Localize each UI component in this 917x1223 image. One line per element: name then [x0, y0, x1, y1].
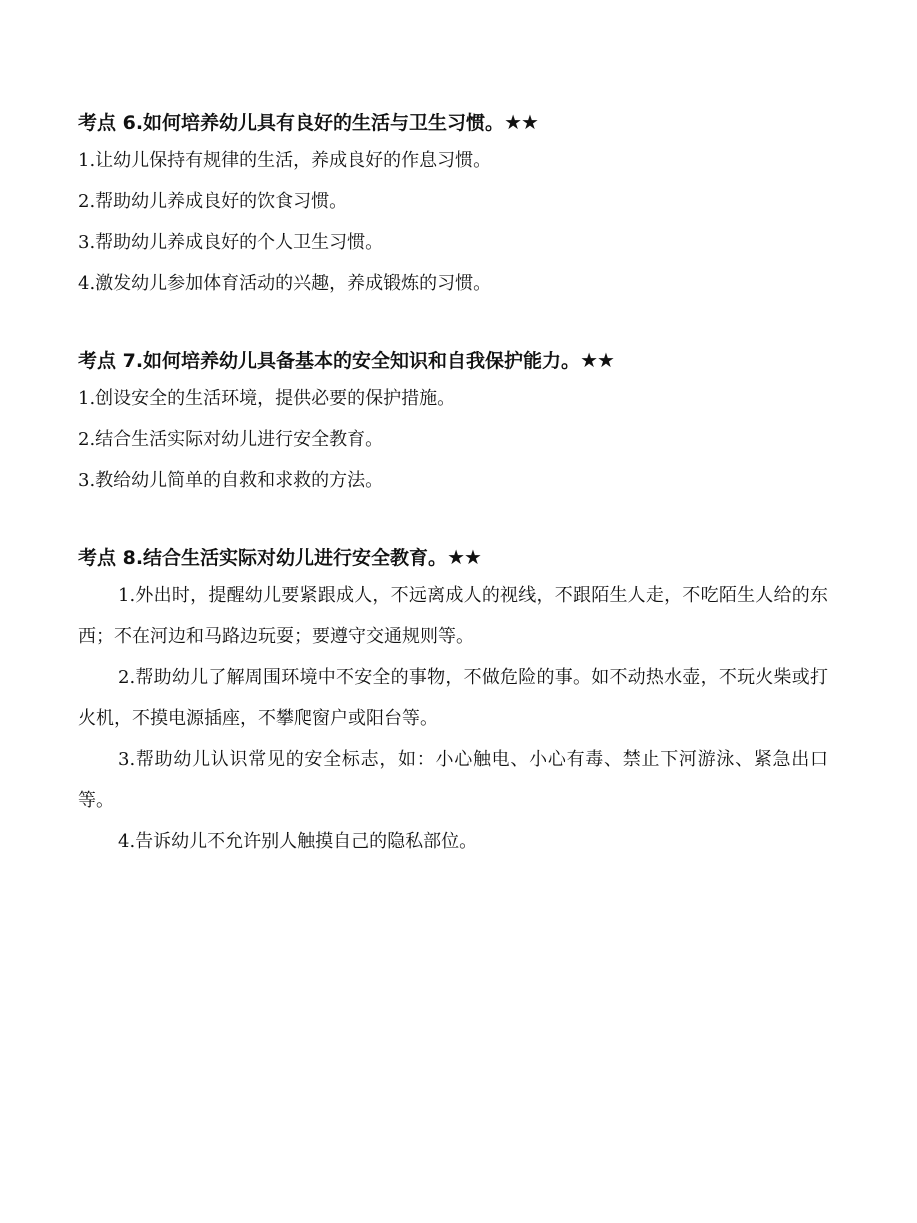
section-6-heading-text: 考点 6.如何培养幼儿具有良好的生活与卫生习惯。 [78, 112, 505, 134]
section-8-stars: ★★ [447, 545, 481, 569]
section-6 [78, 104, 838, 304]
paragraph: 3.帮助幼儿认识常见的安全标志，如：小心触电、小心有毒、禁止下河游泳、紧急出口等。 [78, 749, 828, 811]
section-8 [78, 539, 838, 862]
list-item: 3.教给幼儿简单的自救和求救的方法。 [78, 470, 384, 491]
paragraph: 1.外出时，提醒幼儿要紧跟成人，不远离成人的视线，不跟陌生人走，不吃陌生人给的东西；不在河边和马路边玩耍；要遵守交通规则等。 [78, 585, 828, 647]
list-item: 4.激发幼儿参加体育活动的兴趣，养成锻炼的习惯。 [78, 273, 492, 294]
document-page [78, 104, 838, 862]
section-7 [78, 342, 838, 501]
paragraph: 4.告诉幼儿不允许别人触摸自己的隐私部位。 [118, 831, 478, 852]
list-item: 3.帮助幼儿养成良好的个人卫生习惯。 [78, 232, 384, 253]
section-7-heading-text: 考点 7.如何培养幼儿具备基本的安全知识和自我保护能力。 [78, 350, 581, 372]
paragraph: 2.帮助幼儿了解周围环境中不安全的事物，不做危险的事。如不动热水壶，不玩火柴或打火机，不摸电源插座，不攀爬窗户或阳台等。 [78, 667, 828, 729]
list-item: 1.让幼儿保持有规律的生活，养成良好的作息习惯。 [78, 150, 492, 171]
list-item: 1.创设安全的生活环境，提供必要的保护措施。 [78, 388, 456, 409]
section-8-heading-text: 考点 8.结合生活实际对幼儿进行安全教育。 [78, 547, 448, 569]
section-spacer [78, 304, 838, 342]
section-6-stars: ★★ [504, 110, 538, 134]
section-6-heading [78, 104, 838, 140]
section-8-heading [78, 539, 838, 575]
section-7-stars: ★★ [580, 348, 614, 372]
section-7-heading [78, 342, 838, 378]
list-item: 2.帮助幼儿养成良好的饮食习惯。 [78, 191, 348, 212]
section-spacer [78, 501, 838, 539]
list-item: 2.结合生活实际对幼儿进行安全教育。 [78, 429, 384, 450]
